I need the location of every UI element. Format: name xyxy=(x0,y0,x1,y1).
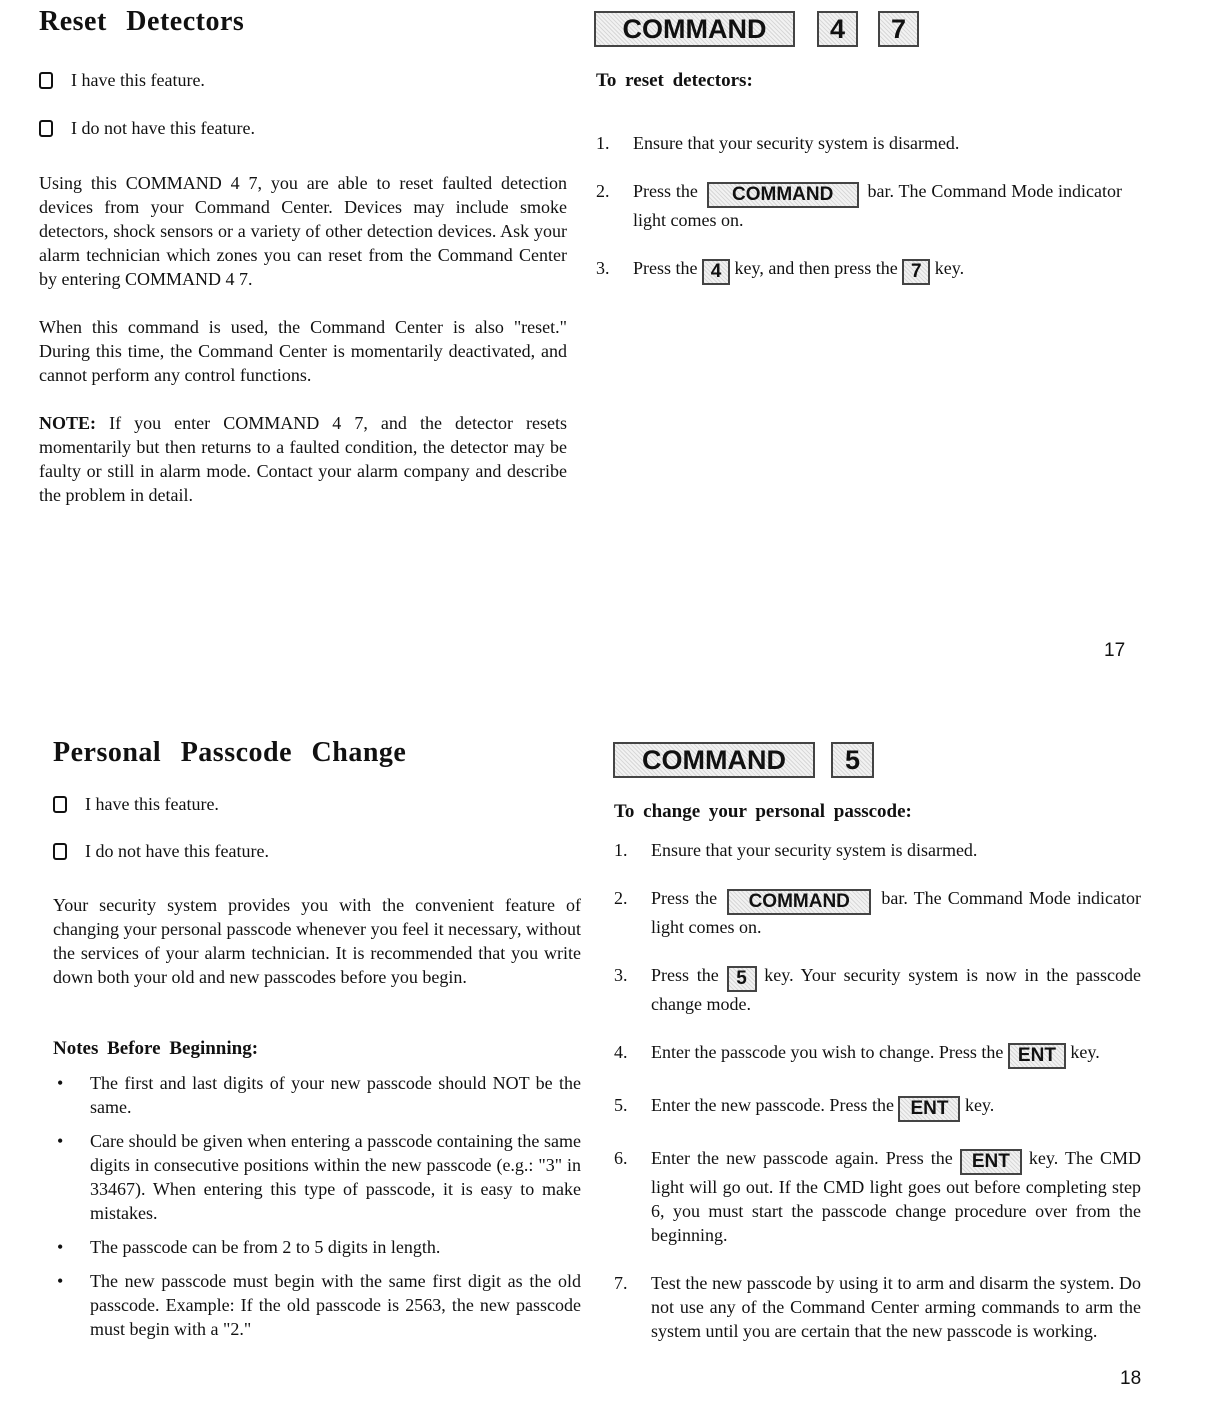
step-number: 2. xyxy=(614,888,628,908)
step-number: 1. xyxy=(596,133,610,153)
step-text-mid: key, and then press the xyxy=(734,258,898,278)
ent-key: ENT xyxy=(898,1096,960,1122)
step-number: 3. xyxy=(596,258,610,278)
checkbox-have-feature[interactable] xyxy=(53,794,219,815)
step-number: 5. xyxy=(614,1095,628,1115)
page-title: Reset Detectors xyxy=(39,6,245,37)
step-text-pre: Press the xyxy=(633,181,698,201)
note-label: NOTE: xyxy=(39,413,97,433)
step-text-post: bar. The Command Mode indicator light comes on. xyxy=(651,888,1141,937)
step-text-pre: Press the xyxy=(651,888,718,908)
command-key: COMMAND xyxy=(727,889,871,915)
step-item xyxy=(614,838,1141,862)
command-key-badge: COMMAND xyxy=(594,11,795,47)
notes-heading: Notes Before Beginning: xyxy=(53,1038,259,1059)
key-5-badge: 5 xyxy=(831,742,874,778)
step-number: 6. xyxy=(614,1148,628,1168)
step-text-pre: Press the xyxy=(633,258,698,278)
checkbox-not-have-feature[interactable] xyxy=(39,118,255,139)
notes-list xyxy=(53,1071,581,1351)
checkbox-icon[interactable] xyxy=(39,120,53,137)
checkbox-label: I do not have this feature. xyxy=(71,118,255,138)
ent-key: ENT xyxy=(960,1149,1022,1175)
step-item xyxy=(614,886,1141,939)
page-number: 17 xyxy=(1104,640,1126,661)
step-number: 4. xyxy=(614,1042,628,1062)
checkbox-icon[interactable] xyxy=(39,72,53,89)
checkbox-icon[interactable] xyxy=(53,843,67,860)
step-text-post: bar. The Command Mode indicator light comes on. xyxy=(633,181,1123,230)
key-4: 4 xyxy=(702,259,730,285)
note-text: If you enter COMMAND 4 7, and the detector resets momentarily but then returns to a faulted condition, the detector may be faulty or still in alarm mode. Contact your alarm company and describe the problem in detail. xyxy=(39,413,567,505)
list-item xyxy=(53,1129,581,1225)
step-text-post: key. Your security system is now in the passcode change mode. xyxy=(651,965,1142,1014)
step-text-pre: Enter the new passcode again. Press the xyxy=(651,1148,953,1168)
intro-paragraph: Using this COMMAND 4 7, you are able to reset faulted detection devices from your Command Center. Devices may include smoke detectors, shock sensors or a variety of other detection devices. Ask your alarm technician which zones you can reset from the Command Center by entering COMMAND 4 7. xyxy=(39,173,567,289)
procedure-heading: To reset detectors: xyxy=(596,70,753,91)
step-item xyxy=(614,1271,1141,1343)
intro-paragraph: Your security system provides you with the convenient feature of changing your personal passcode whenever you feel it necessary, without the services of your alarm technician. It is recommended that you write down both your old and new passcodes before you begin. xyxy=(53,895,581,987)
bullet: • xyxy=(57,1131,64,1151)
ent-key: ENT xyxy=(1008,1043,1066,1069)
bullet: • xyxy=(57,1271,64,1291)
key-5: 5 xyxy=(727,966,757,992)
step-item xyxy=(596,179,1122,232)
command-key-badge: COMMAND xyxy=(613,742,815,778)
list-item-text: The new passcode must begin with the same first digit as the old passcode. Example: If the old passcode is 2563, the new passcode must begin with a "2." xyxy=(90,1271,581,1339)
checkbox-not-have-feature[interactable] xyxy=(53,841,269,862)
step-item xyxy=(596,256,1122,285)
key-4-badge: 4 xyxy=(817,11,858,47)
step-text-pre: Press the xyxy=(651,965,719,985)
reset-steps-list xyxy=(596,131,1122,285)
checkbox-label: I do not have this feature. xyxy=(85,841,269,861)
step-item xyxy=(614,1040,1141,1069)
step-number: 1. xyxy=(614,840,628,860)
list-item-text: The first and last digits of your new passcode should NOT be the same. xyxy=(90,1073,581,1117)
step-text-post: key. xyxy=(964,1095,995,1115)
step-text: Ensure that your security system is disarmed. xyxy=(651,840,978,860)
list-item xyxy=(53,1269,581,1341)
list-item-text: Care should be given when entering a passcode containing the same digits in consecutive positions within the new passcode (e.g.: "3" in 33467). When entering this type of passcode, it is easy to make mistakes. xyxy=(90,1131,581,1223)
checkbox-label: I have this feature. xyxy=(71,70,205,90)
step-item xyxy=(614,963,1141,1016)
key-7: 7 xyxy=(902,259,930,285)
list-item xyxy=(53,1071,581,1119)
step-number: 7. xyxy=(614,1273,628,1293)
step-text-post: key. The CMD light will go out. If the CMD light goes out before completing step 6, you must start the passcode change procedure over from the beginning. xyxy=(651,1148,1141,1245)
step-number: 3. xyxy=(614,965,628,985)
step-item xyxy=(614,1146,1141,1247)
list-item xyxy=(53,1235,581,1259)
step-text-post: key. xyxy=(1070,1042,1100,1062)
step-text: Test the new passcode by using it to arm and disarm the system. Do not use any of the Command Center arming commands to arm the system until you are certain that the new passcode is working. xyxy=(651,1273,1141,1341)
step-text-pre: Enter the new passcode. Press the xyxy=(651,1095,894,1115)
step-text-pre: Enter the passcode you wish to change. Press the xyxy=(651,1042,1004,1062)
bullet: • xyxy=(57,1073,64,1093)
step-text: Ensure that your security system is disarmed. xyxy=(633,133,960,153)
checkbox-label: I have this feature. xyxy=(85,794,219,814)
step-item xyxy=(596,131,1122,155)
checkbox-icon[interactable] xyxy=(53,796,67,813)
list-item-text: The passcode can be from 2 to 5 digits in length. xyxy=(90,1237,441,1257)
page-title: Personal Passcode Change xyxy=(53,737,407,768)
reset-paragraph: When this command is used, the Command Center is also "reset." During this time, the Command Center is momentarily deactivated, and cannot perform any control functions. xyxy=(39,317,567,385)
step-text-post: key. xyxy=(934,258,965,278)
step-item xyxy=(614,1093,1141,1122)
note-paragraph xyxy=(39,411,567,507)
command-key: COMMAND xyxy=(707,182,859,208)
key-7-badge: 7 xyxy=(878,11,919,47)
passcode-steps-list xyxy=(614,838,1141,1343)
checkbox-have-feature[interactable] xyxy=(39,70,205,91)
page-number: 18 xyxy=(1120,1368,1142,1389)
procedure-heading: To change your personal passcode: xyxy=(614,801,912,822)
step-number: 2. xyxy=(596,181,610,201)
bullet: • xyxy=(57,1237,64,1257)
